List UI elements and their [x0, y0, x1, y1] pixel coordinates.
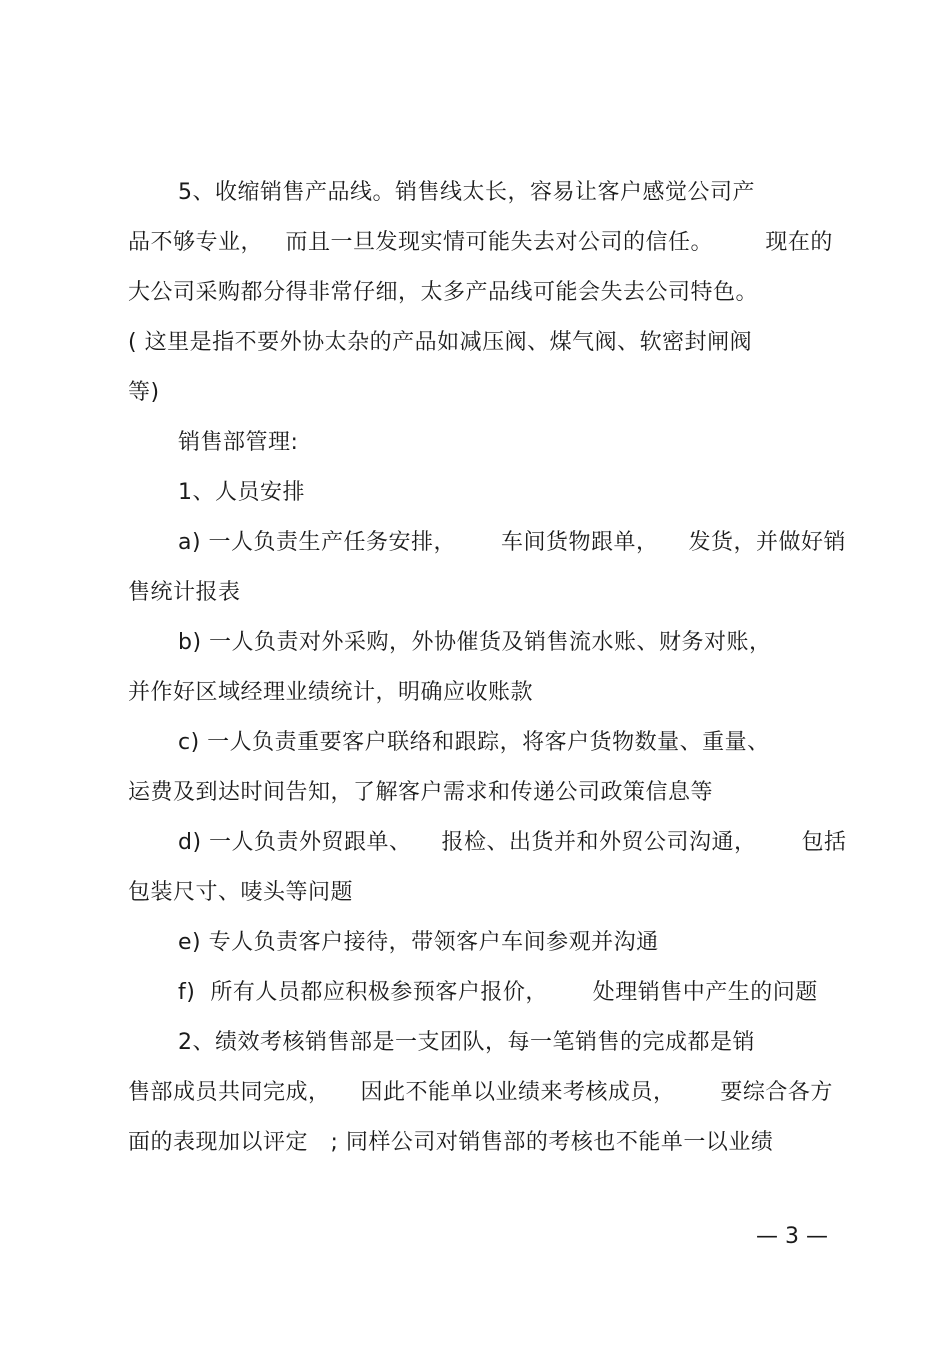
list-item-line: f) 所有人员都应积极参预客户报价， 处理销售中产生的问题: [178, 980, 818, 1005]
paragraph-line: ( 这里是指不要外协太杂的产品如减压阀、煤气阀、软密封闸阀: [128, 330, 753, 355]
paragraph-line: 售部成员共同完成， 因此不能单以业绩来考核成员， 要综合各方: [128, 1080, 833, 1105]
paragraph-line: 大公司采购都分得非常仔细，太多产品线可能会失去公司特色。: [128, 280, 759, 305]
page-number: — 3 —: [756, 1224, 828, 1249]
list-item-line: 售统计报表: [128, 580, 241, 605]
list-item-line: a) 一人负责生产任务安排， 车间货物跟单， 发货，并做好销: [178, 530, 846, 555]
paragraph-line: 品不够专业， 而且一旦发现实情可能失去对公司的信任。 现在的: [128, 230, 833, 255]
list-item-line: b) 一人负责对外采购，外协催货及销售流水账、财务对账，: [178, 630, 772, 655]
list-item-line: d) 一人负责外贸跟单、 报检、出货并和外贸公司沟通， 包括: [178, 830, 847, 855]
paragraph-line: 等): [128, 380, 160, 405]
section-heading: 销售部管理:: [178, 430, 299, 455]
list-item-line: c) 一人负责重要客户联络和跟踪，将客户货物数量、重量、: [178, 730, 770, 755]
subsection-heading: 1、人员安排: [178, 480, 305, 505]
list-item-line: e) 专人负责客户接待，带领客户车间参观并沟通: [178, 930, 659, 955]
list-item-line: 运费及到达时间告知，了解客户需求和传递公司政策信息等: [128, 780, 714, 805]
list-item-line: 并作好区域经理业绩统计，明确应收账款: [128, 680, 534, 705]
paragraph-line: 5、收缩销售产品线。销售线太长，容易让客户感觉公司产: [178, 180, 755, 205]
list-item-line: 包装尺寸、唛头等问题: [128, 880, 354, 905]
paragraph-line: 面的表现加以评定 ; 同样公司对销售部的考核也不能单一以业绩: [128, 1130, 774, 1155]
paragraph-line: 2、绩效考核销售部是一支团队，每一笔销售的完成都是销: [178, 1030, 755, 1055]
